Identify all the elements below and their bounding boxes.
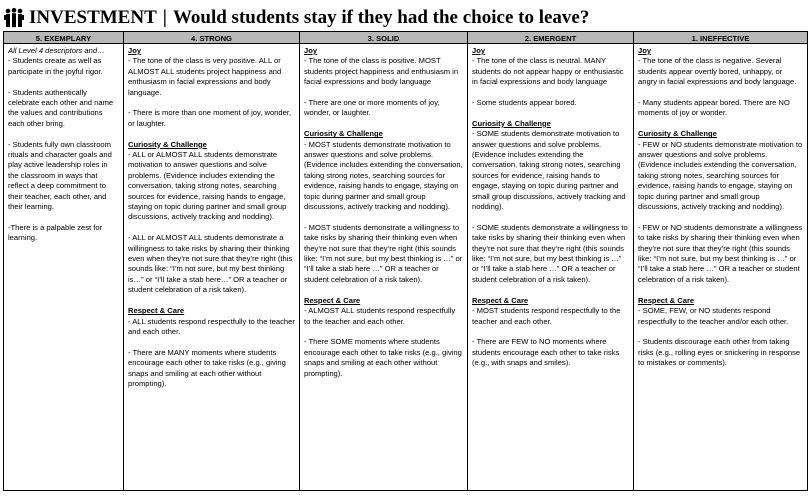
header-exemplary: 5. EXEMPLARY [4, 32, 124, 44]
page-title [29, 7, 589, 29]
respect-care-heading: Respect & Care [128, 306, 185, 316]
curiosity-challenge-heading: Curiosity & Challenge [128, 139, 207, 149]
curiosity-descriptor: - MOST students demonstrate motivation to answer questions and solve problems. (Evidence includes extending the conversation, taking strong notes, searching sources for evidence, raising hands to engage, staying on topic during partner and small group discussions, actively tracking and nodding). [304, 139, 463, 212]
title-separator: | [162, 7, 167, 28]
joy-descriptor: - Some students appear bored. [472, 98, 577, 108]
cell-exemplary [4, 44, 124, 491]
header-emergent: 2. EMERGENT [468, 32, 634, 44]
rubric-table [3, 31, 808, 491]
cell-ineffective [634, 44, 808, 491]
respect-descriptor: - Students discourage each other from taking risks (e.g., rolling eyes or snickering in response to mistakes or comments). [638, 337, 801, 368]
joy-descriptor: - There is more than one moment of joy, wonder, or laughter. [128, 108, 292, 128]
curiosity-descriptor: - ALL or ALMOST ALL students demonstrate motivation to answer questions and solve problems. (Evidence includes extending the conversation, taking strong notes, searching sources for evidence, raising hands to engage, staying on topic during partner and small group discussions, actively tracking and nodding). [128, 150, 287, 222]
cell-strong [124, 44, 300, 491]
exemplary-item: - Students fully own classroom rituals and character goals and play active leadership roles in the classroom in ways that reflect a deep commitment to their teacher, each other, and their learning. [8, 139, 112, 212]
header-row [4, 32, 808, 44]
header-ineffective: 1. INEFFECTIVE [634, 32, 808, 44]
respect-descriptor: - SOME, FEW, or NO students respond respectfully to the teacher and/or each other. [638, 306, 789, 326]
cell-emergent [468, 44, 634, 491]
joy-heading: Joy [472, 46, 486, 55]
joy-descriptor: - There are one or more moments of joy, wonder, or laughter. [304, 98, 440, 118]
curiosity-challenge-heading: Curiosity & Challenge [472, 118, 551, 128]
respect-descriptor: - ALL students respond respectfully to the teacher and each other. [128, 316, 295, 336]
header-strong: 4. STRONG [124, 32, 300, 44]
respect-descriptor: - There are FEW to NO moments where students encourage each other to take risks (e.g., with snaps and smiles). [472, 337, 620, 368]
joy-descriptor: - Many students appear bored. There are NO moments of joy or wonder. [638, 98, 790, 118]
joy-heading: Joy [128, 46, 142, 55]
title-main: INVESTMENT [29, 7, 157, 28]
respect-care-heading: Respect & Care [304, 295, 361, 305]
curiosity-descriptor: - MOST students demonstrate a willingness to take risks by sharing their thinking even when they’re not sure that they’re right (this sounds like: “I’m not sure, but my best thinking is …” or “I’ll take a stab here …” OR a teacher or student celebration of a risk taken). [304, 222, 463, 284]
curiosity-descriptor: - FEW or NO students demonstrate motivation to answer questions and solve problems. (Evidence includes extending the conversation, taking strong notes, searching sources for evidence, raising hands to engage, staying on topic during partner and small group discussions, actively tracking and nodding). [638, 139, 803, 212]
cell-solid [300, 44, 468, 491]
joy-descriptor: - The tone of the class is positive. MOST students project happiness and enthusiasm in facial expressions and body language [304, 56, 459, 87]
joy-heading: Joy [638, 46, 652, 55]
exemplary-item: - Students authentically celebrate each other and name the values and contributions each other bring. [8, 87, 114, 128]
respect-descriptor: - There SOME moments where students encourage each other to take risks (e.g., giving snaps and smiling at each other without prompting). [304, 337, 462, 378]
content-row [4, 44, 808, 491]
joy-descriptor: - The tone of the class is neutral. MANY students do not appear happy or enthusiastic in facial expressions and body language [472, 56, 624, 87]
respect-descriptor: - MOST students respond respectfully to the teacher and each other. [472, 306, 621, 326]
exemplary-item: - Students create as well as participate in the joyful rigor. [8, 56, 103, 76]
curiosity-challenge-heading: Curiosity & Challenge [638, 129, 717, 139]
people-logo-icon [3, 7, 25, 29]
respect-care-heading: Respect & Care [638, 295, 695, 305]
curiosity-descriptor: - FEW or NO students demonstrate a willingness to take risks by sharing their thinking even when they’re not sure that they’re right (this sounds like: “I’m not sure, but my best thinking is …” or “I’ll take a stab here …” OR a teacher or student celebration of a risk taken). [638, 222, 803, 284]
exemplary-item: -There is a palpable zest for learning. [8, 222, 103, 243]
joy-descriptor: - The tone of the class is negative. Several students appear overtly bored, unhappy, or angry in facial expressions and body language. [638, 56, 797, 87]
title-question: Would students stay if they had the choice to leave? [172, 7, 590, 28]
curiosity-challenge-heading: Curiosity & Challenge [304, 129, 383, 139]
title-bar [3, 5, 807, 31]
respect-descriptor: - ALMOST ALL students respond respectfully to the teacher and each other. [304, 306, 456, 326]
joy-descriptor: - The tone of the class is very positive. ALL or ALMOST ALL students project happiness and enthusiasm in facial expressions and body language. [128, 56, 282, 97]
curiosity-descriptor: - ALL or ALMOST ALL students demonstrate a willingness to take risks by sharing their thinking even when they’re not sure that they’re right (this sounds like: “I’m not sure, but my best thinking is…” or “I’ll take a stab here…” OR a teacher or student celebration of a risk taken). [128, 233, 293, 295]
respect-care-heading: Respect & Care [472, 295, 529, 305]
curiosity-descriptor: - SOME students demonstrate a willingness to take risks by sharing their thinking even when they’re not sure that they’re right (this sounds like: “I’m not sure, but my best thinking is …” or “I’ll take a stab here …” OR a teacher or student celebration of a risk taken). [472, 222, 628, 284]
curiosity-descriptor: - SOME students demonstrate motivation to answer questions and solve problems. (Evidence includes extending the conversation, taking strong notes, searching sources for evidence, raising hands to engage, staying on topic during partner and small group discussions, actively tracking and nodding). [472, 129, 626, 212]
header-solid: 3. SOLID [300, 32, 468, 44]
respect-descriptor: - There are MANY moments where students encourage each other to take risks (e.g., giving snaps and smiling at each other without prompting). [128, 347, 286, 388]
joy-heading: Joy [304, 46, 318, 55]
exemplary-intro: All Level 4 descriptors and… [8, 46, 105, 55]
